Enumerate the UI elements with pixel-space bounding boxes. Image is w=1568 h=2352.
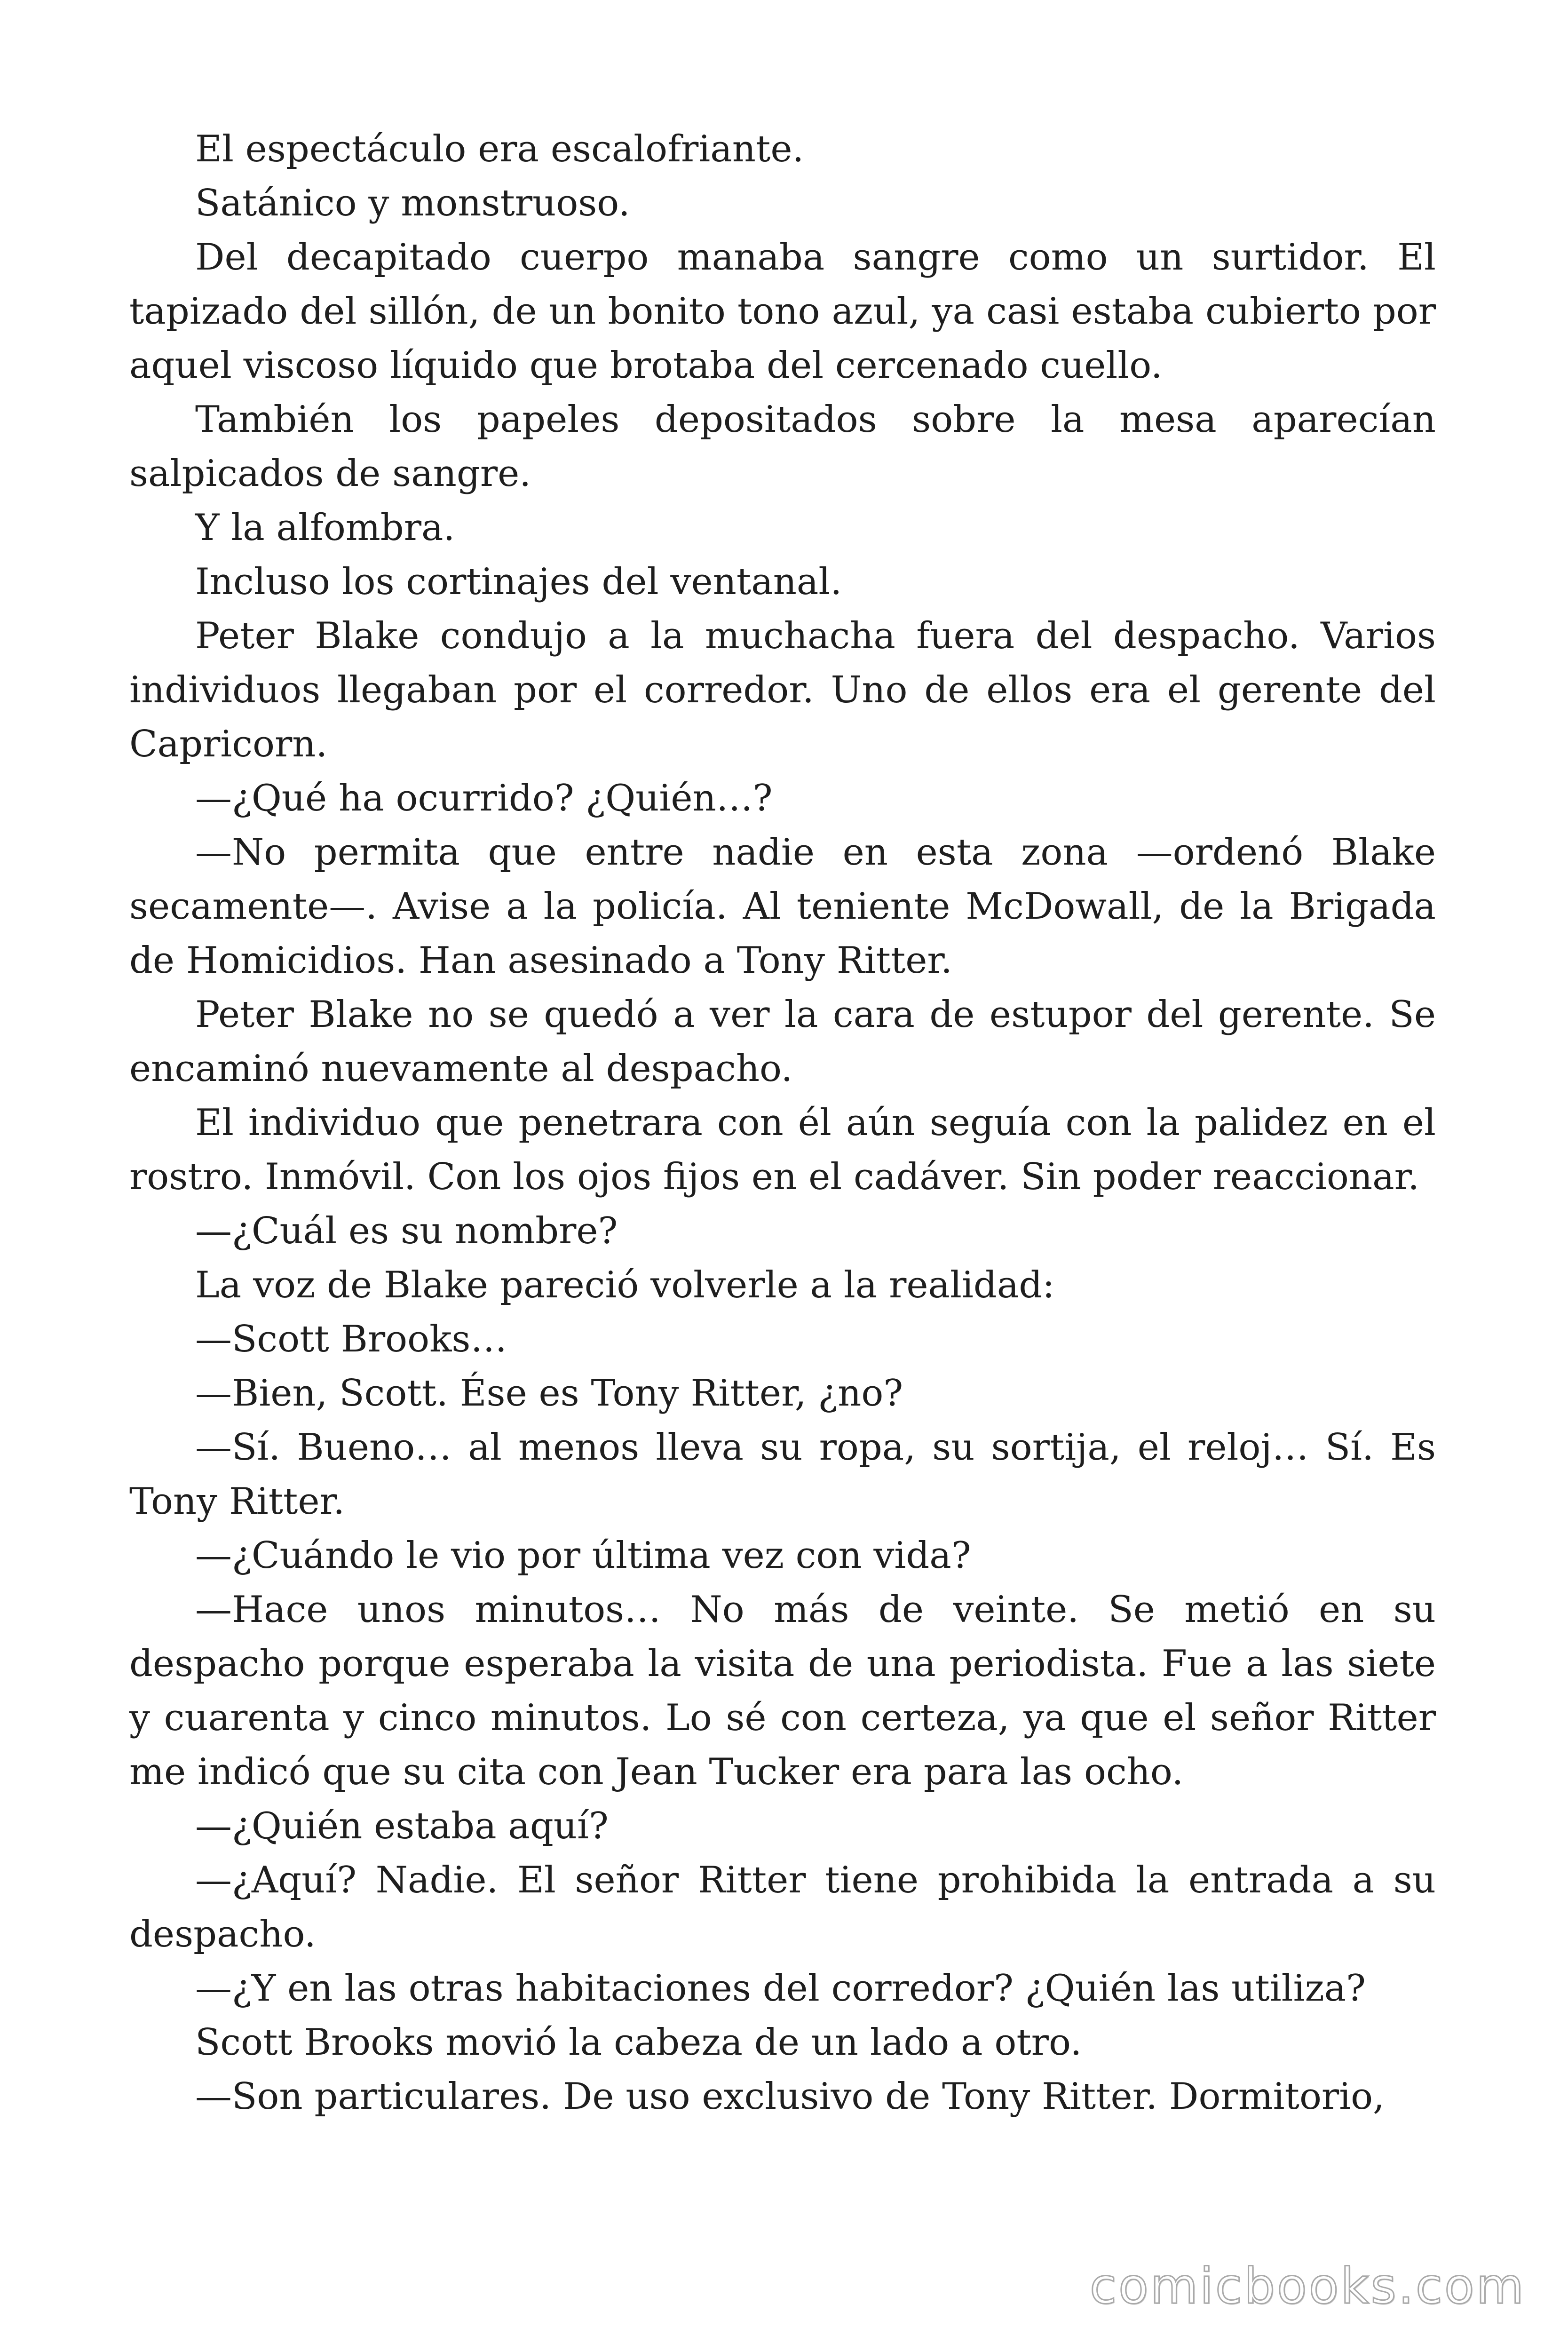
body-text <box>129 122 1436 2124</box>
dialogue-line: —¿Cuál es su nombre? <box>195 1210 618 1252</box>
paragraph: Peter Blake no se quedó a ver la cara de estupor del gerente. Se encaminó nuevamente al despacho. <box>129 993 1436 1090</box>
dialogue-line: —Son particulares. De uso exclusivo de Tony Ritter. Dormitorio, <box>195 2075 1385 2118</box>
dialogue-line: —¿Cuándo le vio por última vez con vida? <box>195 1534 971 1577</box>
dialogue-line: —Sí. Bueno… al menos lleva su ropa, su sortija, el reloj… Sí. Es Tony Ritter. <box>129 1426 1436 1523</box>
paragraph: Incluso los cortinajes del ventanal. <box>195 561 842 603</box>
paragraph: El espectáculo era escalofriante. <box>195 128 804 170</box>
paragraph: Del decapitado cuerpo manaba sangre como un surtidor. El tapizado del sillón, de un bonito tono azul, ya casi estaba cubierto por aquel viscoso líquido que brotaba del cercenado cuello. <box>129 236 1436 387</box>
paragraph: Satánico y monstruoso. <box>195 182 630 224</box>
paragraph: También los papeles depositados sobre la mesa aparecían salpicados de sangre. <box>129 398 1436 495</box>
dialogue-line: —Bien, Scott. Ése es Tony Ritter, ¿no? <box>195 1372 903 1414</box>
paragraph: Scott Brooks movió la cabeza de un lado a otro. <box>195 2021 1082 2064</box>
dialogue-line: —Hace unos minutos… No más de veinte. Se metió en su despacho porque esperaba la visita de una periodista. Fue a las siete y cuarenta y cinco minutos. Lo sé con certeza, ya que el señor Ritter me indicó que su cita con Jean Tucker era para las ocho. <box>129 1589 1436 1793</box>
dialogue-line: —Scott Brooks… <box>195 1318 507 1360</box>
dialogue-line: —¿Quién estaba aquí? <box>195 1805 609 1847</box>
paragraph: La voz de Blake pareció volverle a la realidad: <box>195 1264 1055 1306</box>
paragraph: El individuo que penetrara con él aún seguía con la palidez en el rostro. Inmóvil. Con los ojos fijos en el cadáver. Sin poder reaccionar. <box>129 1102 1436 1198</box>
dialogue-line: —¿Aquí? Nadie. El señor Ritter tiene prohibida la entrada a su despacho. <box>129 1859 1436 1955</box>
paragraph: Y la alfombra. <box>195 507 455 549</box>
paragraph: Peter Blake condujo a la muchacha fuera del despacho. Varios individuos llegaban por el corredor. Uno de ellos era el gerente del Capricorn. <box>129 615 1436 765</box>
dialogue-line: —¿Y en las otras habitaciones del corredor? ¿Quién las utiliza? <box>195 1967 1366 2010</box>
dialogue-line: —¿Qué ha ocurrido? ¿Quién…? <box>195 777 773 819</box>
dialogue-line: —No permita que entre nadie en esta zona —ordenó Blake secamente—. Avise a la policía. Al teniente McDowall, de la Brigada de Homicidios. Han asesinado a Tony Ritter. <box>129 831 1436 982</box>
watermark: comicbooks.com <box>1089 2257 1526 2315</box>
